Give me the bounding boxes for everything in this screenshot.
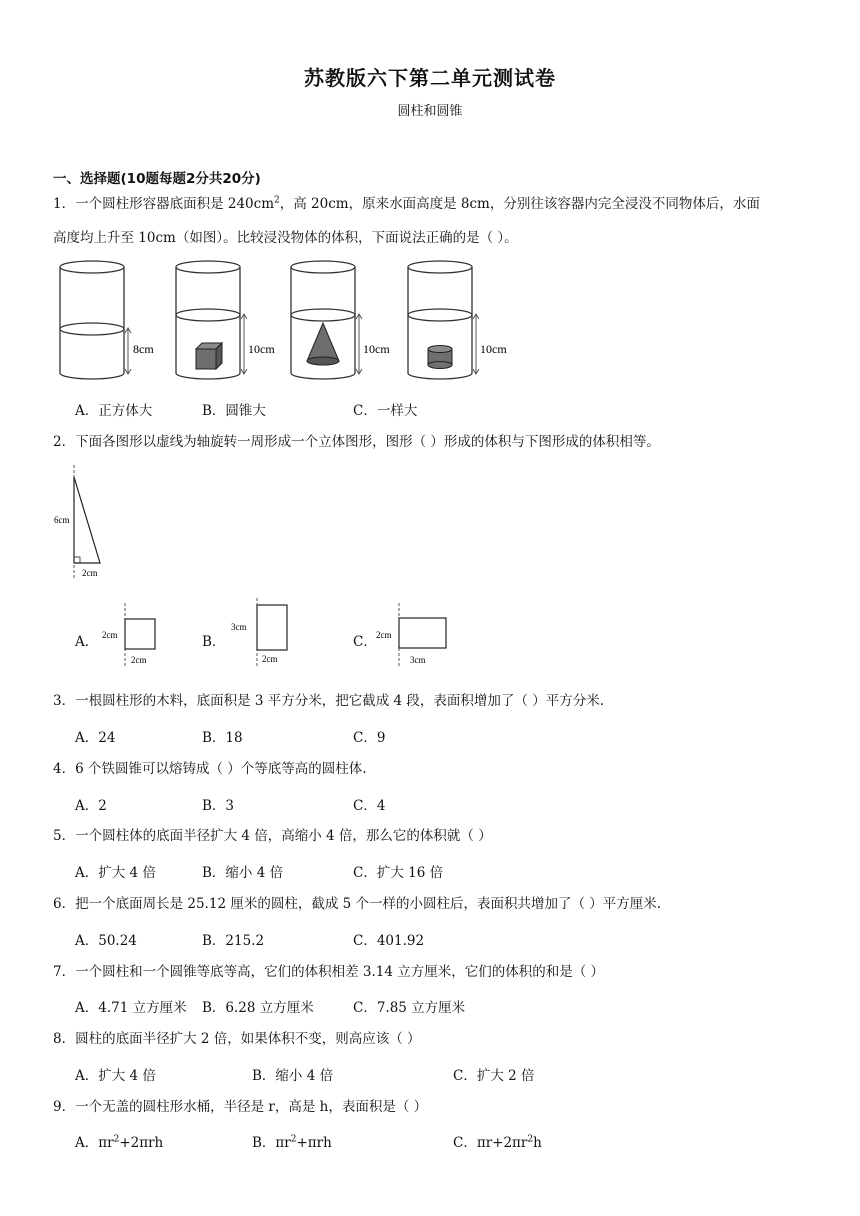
question-4: 4．6 个铁圆锥可以熔铸成（ ）个等底等高的圆柱体. [53, 761, 367, 777]
label-10cm-b: 10cm [363, 342, 390, 356]
triangle-base-label: 2cm [82, 568, 98, 578]
q1-option-b[interactable]: B．圆锥大 [202, 403, 266, 419]
question-1-figure [55, 255, 530, 385]
option-a-bottom-label: 2cm [131, 655, 147, 665]
label-10cm-a: 10cm [248, 342, 275, 356]
q2-option-c-figure [374, 603, 454, 669]
q4-option-a[interactable]: A．2 [75, 798, 107, 814]
question-2: 2．下面各图形以虚线为轴旋转一周形成一个立体图形，图形（ ）形成的体积与下图形成的体积相等。 [53, 434, 660, 450]
page-subtitle: 圆柱和圆锥 [397, 104, 463, 119]
q8-option-b[interactable]: B．缩小 4 倍 [252, 1068, 334, 1084]
question-3: 3．一根圆柱形的木料，底面积是 3 平方分米，把它截成 4 段，表面积增加了（ ）平方分米. [53, 693, 605, 709]
q8-option-a[interactable]: A．扩大 4 倍 [75, 1068, 156, 1084]
cone-icon [307, 323, 339, 365]
question-7: 7．一个圆柱和一个圆锥等底等高，它们的体积相差 3.14 立方厘米，它们的体积的和是（ ） [53, 964, 605, 980]
q6-option-c[interactable]: C．401.92 [353, 933, 425, 949]
q7-option-c[interactable]: C．7.85 立方厘米 [353, 1000, 466, 1016]
q5-option-a[interactable]: A．扩大 4 倍 [75, 865, 156, 881]
q4-option-c[interactable]: C．4 [353, 798, 386, 814]
cube-icon [196, 343, 222, 369]
question-8: 8．圆柱的底面半径扩大 2 倍，如果体积不变，则高应该（ ） [53, 1031, 421, 1047]
question-9: 9．一个无盖的圆柱形水桶，半径是 r，高是 h，表面积是（ ） [53, 1099, 428, 1115]
q2-option-b[interactable]: B． [202, 634, 226, 650]
question-6: 6．把一个底面周长是 25.12 厘米的圆柱，截成 5 个一样的小圆柱后，表面积共增加了（ ）平方厘米. [53, 896, 662, 912]
q6-option-a[interactable]: A．50.24 [75, 933, 137, 949]
cylinder-8cm [60, 261, 154, 379]
q3-option-c[interactable]: C．9 [353, 730, 386, 746]
section-heading: 一、选择题(10题每题2分共20分) [53, 171, 261, 187]
q6-option-b[interactable]: B．215.2 [202, 933, 265, 949]
q4-option-b[interactable]: B．3 [202, 798, 235, 814]
page-title: 苏教版六下第二单元测试卷 [304, 66, 556, 90]
q2-triangle-figure [50, 465, 120, 583]
q8-option-c[interactable]: C．扩大 2 倍 [453, 1068, 535, 1084]
q5-option-c[interactable]: C．扩大 16 倍 [353, 865, 444, 881]
q1-option-c[interactable]: C．一样大 [353, 403, 418, 419]
label-10cm-c: 10cm [480, 342, 507, 356]
label-8cm: 8cm [133, 342, 154, 356]
q2-option-b-figure [228, 598, 294, 668]
question-1-line-2: 高度均上升至 10cm（如图）。比较浸没物体的体积，下面说法正确的是（ ）。 [53, 230, 518, 246]
q7-option-a[interactable]: A．4.71 立方厘米 [75, 1000, 187, 1016]
small-cylinder-icon [428, 346, 452, 369]
cylinder-with-cone [291, 261, 390, 379]
q5-option-b[interactable]: B．缩小 4 倍 [202, 865, 284, 881]
q1-option-a[interactable]: A．正方体大 [75, 403, 153, 419]
triangle-height-label: 6cm [54, 515, 70, 525]
q3-option-a[interactable]: A．24 [75, 730, 116, 746]
q7-option-b[interactable]: B．6.28 立方厘米 [202, 1000, 314, 1016]
option-a-side-label: 2cm [102, 630, 118, 640]
option-c-bottom-label: 3cm [410, 655, 426, 665]
option-b-bottom-label: 2cm [262, 654, 278, 664]
q9-option-b[interactable]: B．$\pi r^2+\pi rh$ [252, 1134, 332, 1151]
question-1-line-1: 1．一个圆柱形容器底面积是 $240cm^2$，高 20cm，原来水面高度是 8cm，分别往该容器内完全浸没不同物体后，水面 [53, 195, 760, 212]
q2-option-c[interactable]: C． [353, 634, 377, 650]
q2-option-a[interactable]: A． [75, 634, 99, 650]
question-5: 5．一个圆柱体的底面半径扩大 4 倍，高缩小 4 倍，那么它的体积就（ ） [53, 828, 492, 844]
cylinder-with-cube [176, 261, 275, 379]
cylinder-with-cylinder [408, 261, 507, 379]
q9-option-c[interactable]: C．$\pi r+2\pi r^2h$ [453, 1134, 542, 1151]
q3-option-b[interactable]: B．18 [202, 730, 243, 746]
option-c-side-label: 2cm [376, 630, 392, 640]
q2-option-a-figure [98, 603, 162, 669]
option-b-side-label: 3cm [231, 622, 247, 632]
q9-option-a[interactable]: A．$\pi r^2+2\pi rh$ [75, 1134, 164, 1151]
